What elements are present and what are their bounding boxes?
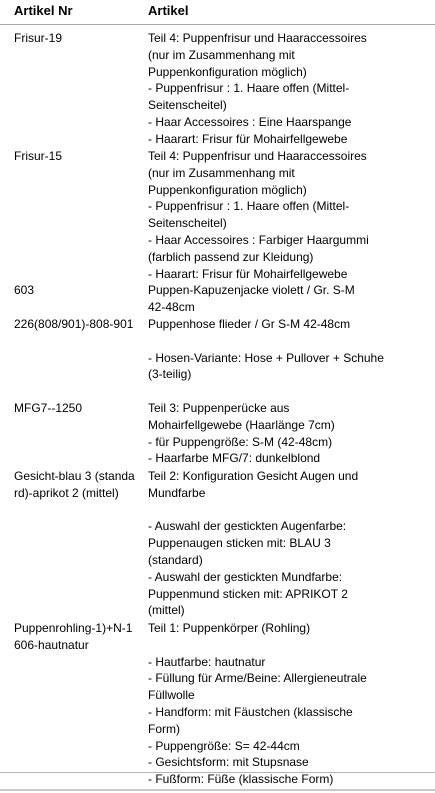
article-description [148,316,426,383]
article-description [148,620,426,788]
article-description [148,282,426,316]
description-line: Puppen-Kapuzenjacke violett / Gr. S-M [148,283,355,297]
table-row [0,148,435,282]
description-line: Teil 4: Puppenfrisur und Haaraccessoires [148,149,367,163]
footer-rule [0,789,435,791]
article-description [148,468,426,619]
description-line: - Puppenfrisur : 1. Haare offen (Mittel- [148,81,350,96]
table-row [0,620,435,792]
article-number: Frisur-19 [14,31,63,45]
description-line: (standard) [148,552,203,567]
header-divider [0,24,435,25]
description-line: Puppenhose flieder / Gr S-M 42-48cm [148,317,351,331]
description-line: - Auswahl der gestickten Mundfarbe: [148,569,343,584]
article-number: Gesicht-blau 3 (standard)-aprikot 2 (mittel) [14,469,135,500]
description-spacer [148,637,426,654]
description-line: - Auswahl der gestickten Augenfarbe: [148,519,347,534]
footer-divider [0,772,435,773]
description-spacer [148,333,426,350]
description-line: Teil 1: Puppenkörper (Rohling) [148,621,311,635]
description-line: - Hosen-Variante: Hose + Pullover + Schuhe [148,350,384,365]
article-number: 603 [14,283,35,297]
article-number: Frisur-15 [14,149,63,163]
description-line: Mohairfellgewebe (Haarlänge 7cm) [148,417,335,432]
description-line: - Füllung für Arme/Beine: Allergieneutrale [148,671,367,686]
description-line: Puppenkonfiguration möglich) [148,64,307,79]
article-description [148,400,426,467]
description-line: Seitenscheitel) [148,216,227,231]
description-line: Füllwolle [148,688,195,703]
description-line: - Handform: mit Fäustchen (klassische [148,704,353,719]
description-line: - Haarart: Frisur für Mohairfellgewebe [148,266,348,281]
description-line: Seitenscheitel) [148,98,227,113]
description-line: (nur im Zusammenhang mit [148,165,295,180]
description-line: - Puppenfrisur : 1. Haare offen (Mittel- [148,199,350,214]
header-artikel-nr: Artikel Nr [14,3,73,18]
description-line: - Gesichtsform: mit Stupsnase [148,755,309,770]
table-body [0,30,435,792]
description-line: (nur im Zusammenhang mit [148,47,295,62]
header-artikel: Artikel [148,3,189,18]
description-spacer [148,502,426,519]
description-line: - Puppengröße: S= 42-44cm [148,738,300,753]
description-line: Form) [148,721,180,736]
description-line: (3-teilig) [148,367,192,382]
table-row [0,468,435,620]
description-line: Puppenkonfiguration möglich) [148,182,307,197]
table-row [0,316,435,400]
description-line: - Fußform: Füße (klassische Form) [148,772,334,787]
article-description [148,30,426,148]
description-line: - für Puppengröße: S-M (42-48cm) [148,434,333,449]
description-line: (farblich passend zur Kleidung) [148,249,314,264]
article-description [148,148,426,282]
article-number: 226(808/901)-808-901 [14,317,134,331]
description-line: - Haar Accessoires : Farbiger Haargummi [148,232,369,247]
description-line: Puppenmund sticken mit: APRIKOT 2 [148,586,348,601]
table-header [0,0,435,27]
description-line: Mundfarbe [148,485,206,500]
article-number: Puppenrohling-1)+N-1606-hautnatur [14,621,133,652]
description-line: Teil 4: Puppenfrisur und Haaraccessoires [148,31,367,45]
description-line: - Hautfarbe: hautnatur [148,654,266,669]
table-row [0,400,435,468]
description-line: Teil 2: Konfiguration Gesicht Augen und [148,469,359,483]
description-line: Teil 3: Puppenperücke aus [148,401,290,415]
description-line: - Haar Accessoires : Eine Haarspange [148,114,352,129]
article-number: MFG7--1250 [14,401,83,415]
description-line: (mittel) [148,603,185,618]
description-line: 42-48cm [148,299,195,314]
description-line: Puppenaugen sticken mit: BLAU 3 [148,536,331,551]
description-line: - Haarart: Frisur für Mohairfellgewebe [148,131,348,146]
table-row [0,282,435,316]
table-row [0,30,435,148]
description-line: - Haarfarbe MFG/7: dunkelblond [148,451,321,466]
